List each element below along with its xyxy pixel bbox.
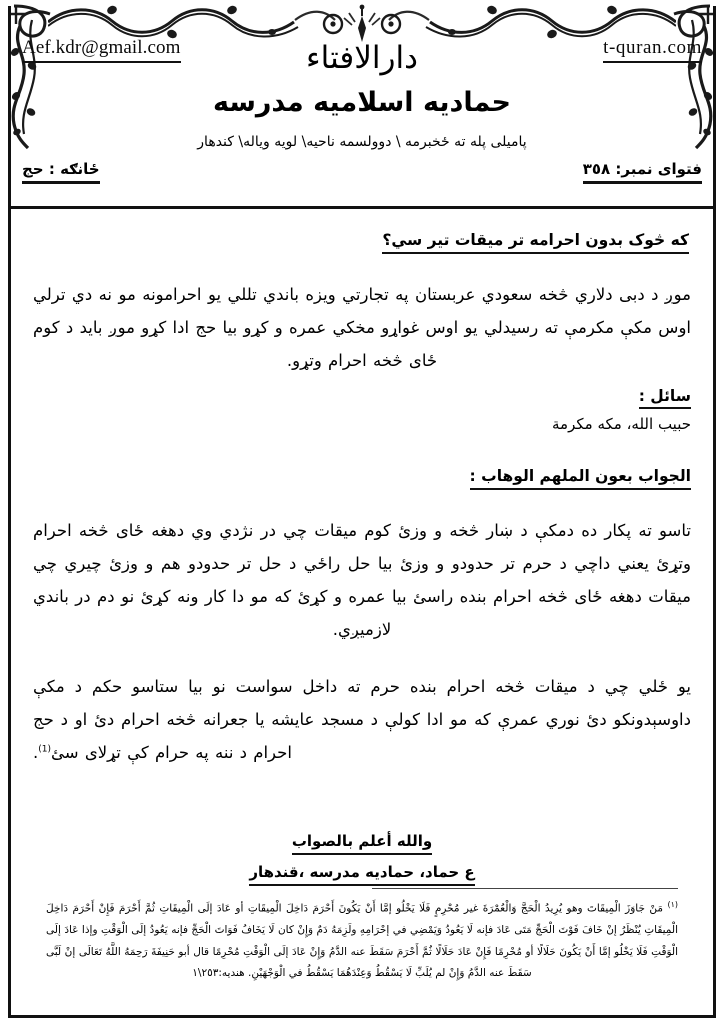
signature-author: ع حماد، حمادیه مدرسه ،قندهار (249, 863, 474, 886)
fatwa-category: ځانګه : حج (22, 160, 100, 184)
asker-label-text: سائل : (639, 387, 691, 409)
contact-email: Aef.kdr@gmail.com (22, 38, 181, 63)
footnote-reference-marker[interactable]: (1) (38, 744, 52, 755)
signature-line-1-wrap (11, 831, 713, 855)
answer-heading-text: الجواب بعون الملهم الوهاب : (470, 467, 691, 490)
signature-block (11, 831, 713, 886)
answer-paragraph-2-text: یو ځلي چي د میقات څخه احرام بنده حرم ته داخل سواست نو بیا ستاسو حکم د مکې داوسېدونکو دئ نوري عمرې که مو ادا کولې د مسجد عایشه یا جعرانه څخه احرام دئ او د حج احرام د ننه په حرام کې تړلای سئ (33, 677, 691, 762)
answer-paragraph-2 (33, 670, 691, 769)
institution-title-primary: دارالافتاء (306, 40, 418, 76)
document-body (11, 209, 713, 1015)
top-right-vine-ornament (424, 2, 676, 42)
fatwa-number: فتوای نمبر: ٣٥٨ (583, 160, 702, 184)
answer-paragraph-1: تاسو ته پکار ده دمکې د ښار څخه و وزئ کوم میقات چي در نژدي وي دهغه ځای څخه احرام وتړئ یعني داچي د حرم تر حدودو و وزئ بیا حل راځي د حل تر حدودو هم و وزئ چیري چي میقات دهغه ځای څخه احرام بنده راسئ بیا عمره و کړئ که مو دا کار ونه کړئ نو دم در باندي لازمیږي. (33, 521, 691, 639)
footnote-separator-rule (372, 888, 678, 890)
page-border-bottom (8, 1015, 716, 1018)
top-left-vine-ornament (48, 2, 300, 42)
signature-attestation: والله أعلم بالصواب (292, 832, 432, 855)
footnote-entry (46, 897, 678, 985)
asker-name: حبیب الله، مکه مکرمة (552, 415, 691, 433)
answer-heading (33, 467, 691, 490)
asker-label (33, 387, 691, 409)
website-url: t-quran.com (603, 38, 702, 63)
answer-paragraph-2-tail: . (33, 743, 39, 762)
question-body-paragraph: موږ د دبی دلاري څخه سعودي عربستان په تجارتي ویزه باندي تللي یو احرامونه مو نه دي ترلي اوس مکې مکرمې ته رسیدلي یو اوس غواړو مخکي عمره و کړو بیا حج ادا کړو موږ باید د کوم ځای څخه احرام وتړو. (33, 285, 691, 370)
institution-address: پامیلی پله ته ځخبرمه \ دوولسمه ناحیه\ لویه ویاله\ کندهار (197, 134, 527, 150)
footnote-marker: (١) (667, 900, 679, 910)
footnote-body-text: مَنْ جَاوَزَ الْمِيقَاتَ وهو يُرِيدُ الْحَجَّ وَالْعُمْرَةَ غير مُحْرِمٍ فَلَا يَخْلُو إمَّا أَنْ يَكُونَ أَحْرَمَ دَاخِلَ الْمِيقَاتِ أو عَادَ إلَى الْمِيقَاتِ ثُمَّ أَحْرَمَ فَإِنْ أَحْرَمَ دَاخِلَ الْمِيقَاتِ يُنْظَرُ إنْ خَافَ فَوْتَ الْحَجِّ مَتَى عَادَ فإنه لَا يَعُودُ وَيَمْضِي في إحْرَامِهِ ولَزِمَهُ دَمٌ وَإِنْ كان لَا يَخَافُ فَوَاتَ الْحَجِّ فإنه يَعُودُ إلَى الْوَقْتِ وإذا عَادَ إلَى الْوَقْتِ فَلَا يَخْلُو إمَّا أَنْ يَكُونَ حَلَالًا أو مُحْرِمًا فَإِنْ عَادَ حَلَالًا ثُمَّ أَحْرَمَ سَقَطَ عنه الدَّمُ وَإِنْ عَادَ إلَى الْوَقْتِ مُحْرِمًا قال أبو حَنِيفَةَ رَحِمَهُ اللَّهُ تَعَالَى إنْ لَبَّى سَقَطَ عنه الدَّمُ وَإِنْ لم يُلَبِّ لَا يَسْقُطُ وَعِنْدَهُمَا يَسْقُطُ في الْوَجْهَيْنِ. هندیه:٢٥٣\١ (46, 902, 678, 980)
question-title (35, 231, 689, 254)
signature-line-2-wrap (11, 862, 713, 886)
question-title-text: که څوک بدون احرامه تر میقات تیر سي؟ (382, 231, 689, 254)
page-border-right (713, 6, 716, 1018)
document-header (0, 0, 724, 206)
institution-title-secondary: حمادیه اسلامیه مدرسه (212, 87, 512, 118)
footnote-zone (22, 888, 702, 985)
